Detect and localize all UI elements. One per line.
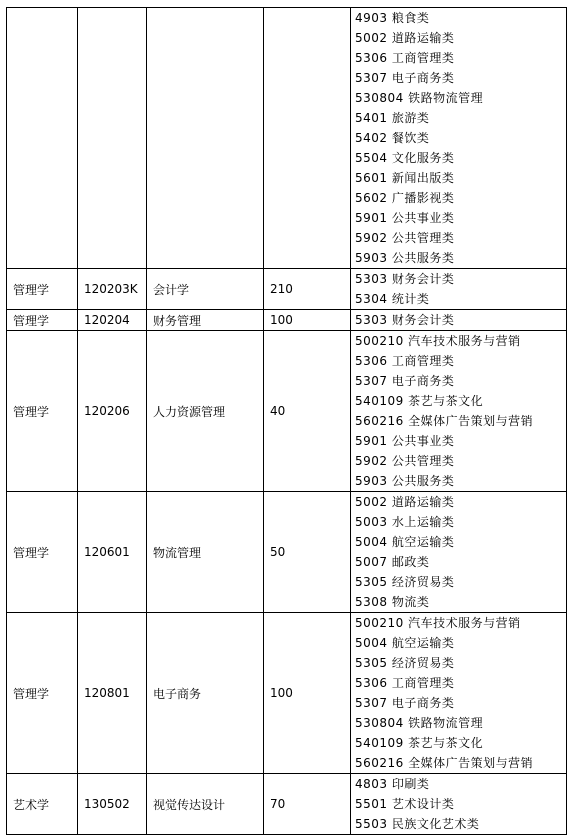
list-item: 5305 经济贸易类	[355, 575, 455, 589]
list-item: 560216 全媒体广告策划与营销	[355, 414, 534, 428]
quota-cell: 40	[264, 331, 351, 492]
table-row	[7, 269, 567, 310]
list-item: 4803 印刷类	[355, 777, 430, 791]
category-cell	[7, 8, 78, 269]
list-item: 5901 公共事业类	[355, 211, 455, 225]
major-name-cell: 人力资源管理	[147, 331, 264, 492]
list-item: 5303 财务会计类	[355, 313, 455, 327]
major-name-cell: 会计学	[147, 269, 264, 310]
list-item: 5003 水上运输类	[355, 515, 455, 529]
list-item: 5307 电子商务类	[355, 696, 455, 710]
major-name-cell: 财务管理	[147, 310, 264, 331]
list-item: 5303 财务会计类	[355, 272, 455, 286]
list-item: 540109 茶艺与茶文化	[355, 394, 484, 408]
table-row	[7, 310, 567, 331]
vocational-majors-cell	[351, 269, 567, 310]
list-item: 5306 工商管理类	[355, 354, 455, 368]
major-name-cell	[147, 8, 264, 269]
table-row	[7, 331, 567, 492]
quota-cell	[264, 8, 351, 269]
quota-cell: 210	[264, 269, 351, 310]
list-item: 500210 汽车技术服务与营销	[355, 334, 521, 348]
major-code-cell: 120206	[78, 331, 147, 492]
list-item: 5307 电子商务类	[355, 71, 455, 85]
quota-cell: 50	[264, 492, 351, 613]
major-code-cell: 120801	[78, 613, 147, 774]
table-row	[7, 613, 567, 774]
list-item: 5901 公共事业类	[355, 434, 455, 448]
list-item: 530804 铁路物流管理	[355, 91, 484, 105]
list-item: 5401 旅游类	[355, 111, 430, 125]
list-item: 5007 邮政类	[355, 555, 430, 569]
vocational-majors-cell	[351, 613, 567, 774]
major-code-cell: 130502	[78, 774, 147, 835]
list-item: 5601 新闻出版类	[355, 171, 455, 185]
list-item: 500210 汽车技术服务与营销	[355, 616, 521, 630]
table-row	[7, 774, 567, 835]
list-item: 5308 物流类	[355, 595, 430, 609]
list-item: 5306 工商管理类	[355, 51, 455, 65]
major-code-cell: 120203K	[78, 269, 147, 310]
list-item: 5501 艺术设计类	[355, 797, 455, 811]
vocational-majors-cell	[351, 310, 567, 331]
major-name-cell: 物流管理	[147, 492, 264, 613]
list-item: 5504 文化服务类	[355, 151, 455, 165]
major-name-cell: 视觉传达设计	[147, 774, 264, 835]
table-row	[7, 492, 567, 613]
list-item: 5002 道路运输类	[355, 31, 455, 45]
quota-cell: 70	[264, 774, 351, 835]
list-item: 5002 道路运输类	[355, 495, 455, 509]
list-item: 5004 航空运输类	[355, 636, 455, 650]
major-code-cell	[78, 8, 147, 269]
enrollment-table	[6, 7, 567, 835]
vocational-majors-cell	[351, 774, 567, 835]
list-item: 5402 餐饮类	[355, 131, 430, 145]
major-code-cell: 120204	[78, 310, 147, 331]
list-item: 5902 公共管理类	[355, 231, 455, 245]
list-item: 5503 民族文化艺术类	[355, 817, 480, 831]
category-cell: 管理学	[7, 331, 78, 492]
list-item: 5307 电子商务类	[355, 374, 455, 388]
list-item: 5004 航空运输类	[355, 535, 455, 549]
list-item: 4903 粮食类	[355, 11, 430, 25]
major-code-cell: 120601	[78, 492, 147, 613]
category-cell: 管理学	[7, 492, 78, 613]
vocational-majors-cell	[351, 331, 567, 492]
major-name-cell: 电子商务	[147, 613, 264, 774]
list-item: 5305 经济贸易类	[355, 656, 455, 670]
list-item: 5903 公共服务类	[355, 474, 455, 488]
category-cell: 管理学	[7, 310, 78, 331]
category-cell: 艺术学	[7, 774, 78, 835]
list-item: 5306 工商管理类	[355, 676, 455, 690]
vocational-majors-cell	[351, 492, 567, 613]
list-item: 560216 全媒体广告策划与营销	[355, 756, 534, 770]
list-item: 5903 公共服务类	[355, 251, 455, 265]
category-cell: 管理学	[7, 613, 78, 774]
list-item: 540109 茶艺与茶文化	[355, 736, 484, 750]
quota-cell: 100	[264, 613, 351, 774]
category-cell: 管理学	[7, 269, 78, 310]
list-item: 5902 公共管理类	[355, 454, 455, 468]
vocational-majors-cell	[351, 8, 567, 269]
list-item: 5304 统计类	[355, 292, 430, 306]
table-row	[7, 8, 567, 269]
quota-cell: 100	[264, 310, 351, 331]
list-item: 530804 铁路物流管理	[355, 716, 484, 730]
list-item: 5602 广播影视类	[355, 191, 455, 205]
